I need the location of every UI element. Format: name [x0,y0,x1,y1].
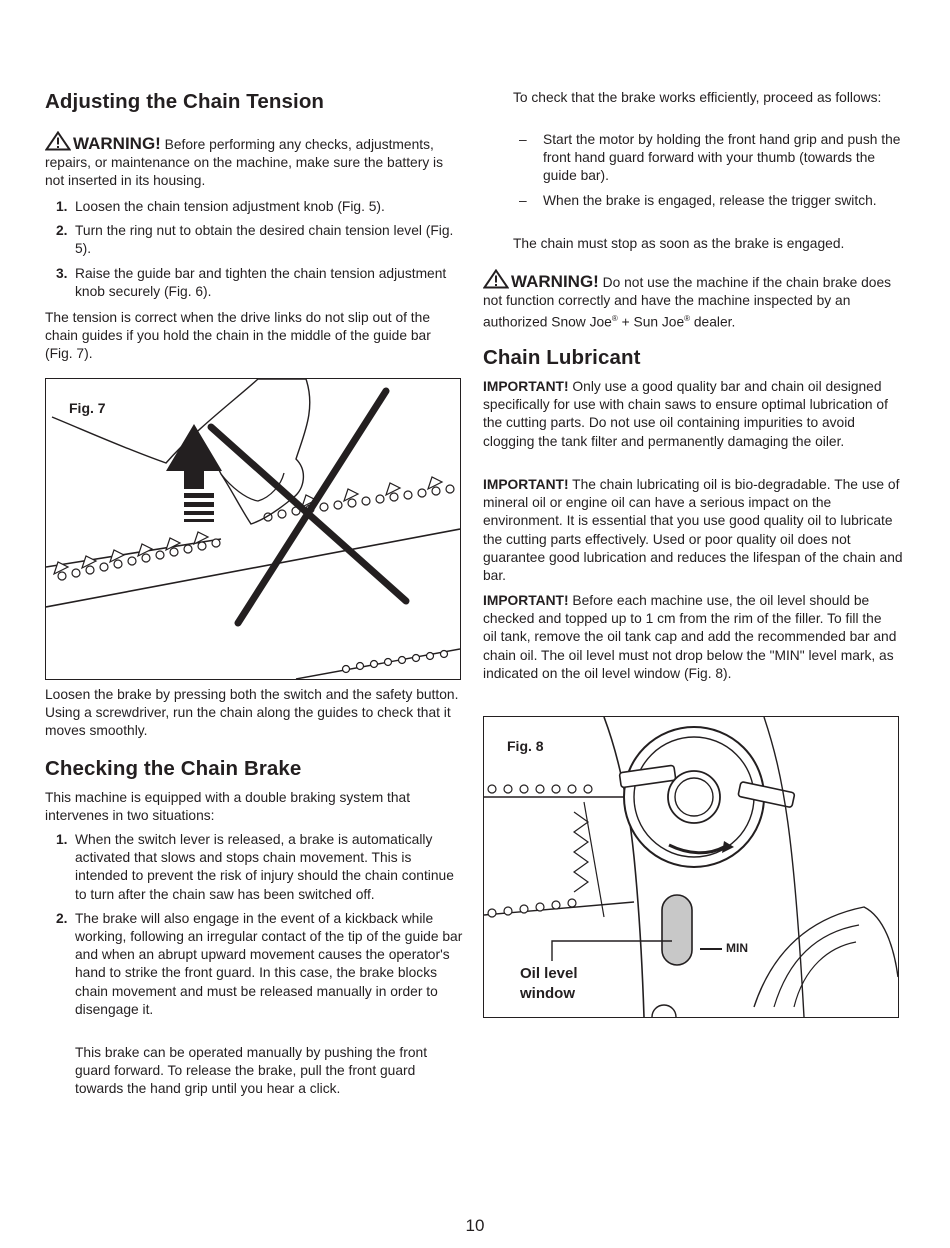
chain-segment [54,532,220,580]
list-item [45,831,465,904]
important-label: IMPORTANT! [483,593,569,608]
important-3 [483,592,898,683]
important-label: IMPORTANT! [483,379,569,394]
warning-2-word: WARNING! [511,272,599,291]
step-text: Turn the ring nut to obtain the desired chain tension level (Fig. 5). [75,223,454,257]
dash-marker: – [519,132,527,147]
tension-steps [45,198,465,307]
figure-7-label: Fig. 7 [69,400,106,416]
brake-intro: This machine is equipped with a double braking system that intervenes in two situations: [45,790,411,824]
step-text: Start the motor by holding the front hand grip and push the front hand guard forward with your thumb (towards the guide bar). [543,132,901,184]
up-arrow-icon [166,424,222,522]
step-text: When the brake is engaged, release the trigger switch. [543,192,877,208]
brake-steps [45,831,465,1025]
brake-manual-paragraph: This brake can be operated manually by pushing the front guard forward. To release the brake, pull the front guard towards the hand grip until you hear a click. [75,1045,428,1097]
list-item [45,910,465,1019]
warning-2-text-b: + Sun Joe [617,315,685,330]
dash-marker: – [519,192,527,208]
important-2-text: The chain lubricating oil is bio-degradable. The use of mineral oil or engine oil can have a serious impact on the environment. It is essential that you use good quality oil to lubricate the cutting parts effectively. Used or poor quality oil does not guarantee good lubrication and reduces the lifespan of the chain and bar. [483,477,903,584]
step-text: Raise the guide bar and tighten the chain tension adjustment knob securely (Fig. 6). [75,265,447,299]
important-3-text: Before each machine use, the oil level should be checked and topped up to 1 cm from the rim of the filler. To fill the oil tank, remove the oil tank cap and add the recommended bar and chain oil. The oil level must not drop below the "MIN" level mark, as indicated on the oil level window (Fig. 8). [483,593,897,681]
registered-mark: ® [684,314,691,324]
min-mark-label: MIN [726,941,748,955]
step-number: 3. [56,265,68,281]
oil-window-shape [662,895,692,965]
figure-7-illustration [46,379,460,679]
warning-1-text: Before performing any checks, adjustments, repairs, or maintenance on the machine, make sure the battery is not inserted in its housing. [45,137,444,189]
list-item [513,131,903,186]
step-number: 1. [56,199,68,214]
tension-heading: Adjusting the Chain Tension [45,90,325,113]
brake-heading: Checking the Chain Brake [45,757,302,780]
list-item [45,265,465,301]
oil-level-window-label [520,964,578,1004]
warning-2 [483,269,903,332]
chain-segment [488,785,592,793]
figure-7 [45,378,461,680]
list-item [45,222,465,258]
list-item [513,192,903,210]
important-label: IMPORTANT! [483,477,569,492]
loosen-paragraph: Loosen the brake by pressing both the switch and the safety button. Using a screwdriver, run the chain along the guides to check that it moves smoothly. [45,687,459,739]
check-steps [513,131,903,216]
oil-level-window-line-1: Oil level [520,965,578,982]
warning-1 [45,131,455,191]
important-1 [483,378,903,451]
important-1-text: Only use a good quality bar and chain oil designed specifically for use with chain saws to ensure optimal lubrication of the cutting parts. Do not use oil containing impurities to avoid clogging the tank filter and permanently damaging the oiler. [483,379,888,449]
step-text: The brake will also engage in the event of a kickback while working, following an irregular contact of the tip of the guide bar and when an abrupt upward movement causes the operator's hand to strike the front guard. In this case, the brake blocks chain movement and must be released manually in order to disengage it. [75,910,463,1017]
step-text: When the switch lever is released, a brake is automatically activated that slows and stops chain movement. This is intended to prevent the risk of injury should the chain continue to turn after the chain saw has been switched off. [75,832,454,902]
figure-8-label: Fig. 8 [507,738,544,754]
lube-heading: Chain Lubricant [483,346,641,369]
step-number: 2. [56,223,68,239]
check-result: The chain must stop as soon as the brake is engaged. [513,236,845,251]
warning-2-text-a: Do not use the machine if the chain brake does not function correctly and have the machine inspected by an authorized Snow Joe [483,275,892,330]
check-intro: To check that the brake works efficiently, proceed as follows: [513,90,882,105]
warning-2-text-c: dealer. [690,315,736,330]
list-item [45,198,465,216]
warning-triangle-icon [45,131,71,151]
page-number: 10 [465,1216,485,1235]
oil-level-window-line-2: window [520,985,575,1002]
figure-8 [483,716,899,1018]
oil-cap [619,727,795,867]
step-text: Loosen the chain tension adjustment knob (Fig. 5). [75,199,385,214]
tension-paragraph: The tension is correct when the drive links do not slip out of the chain guides if you hold the chain in the middle of the guide bar (Fig. 7). [45,310,431,362]
warning-1-word: WARNING! [73,134,161,153]
important-2 [483,476,903,585]
registered-mark: ® [611,314,618,324]
warning-triangle-icon [483,269,509,289]
step-number: 2. [56,910,68,926]
step-number: 1. [56,832,68,847]
